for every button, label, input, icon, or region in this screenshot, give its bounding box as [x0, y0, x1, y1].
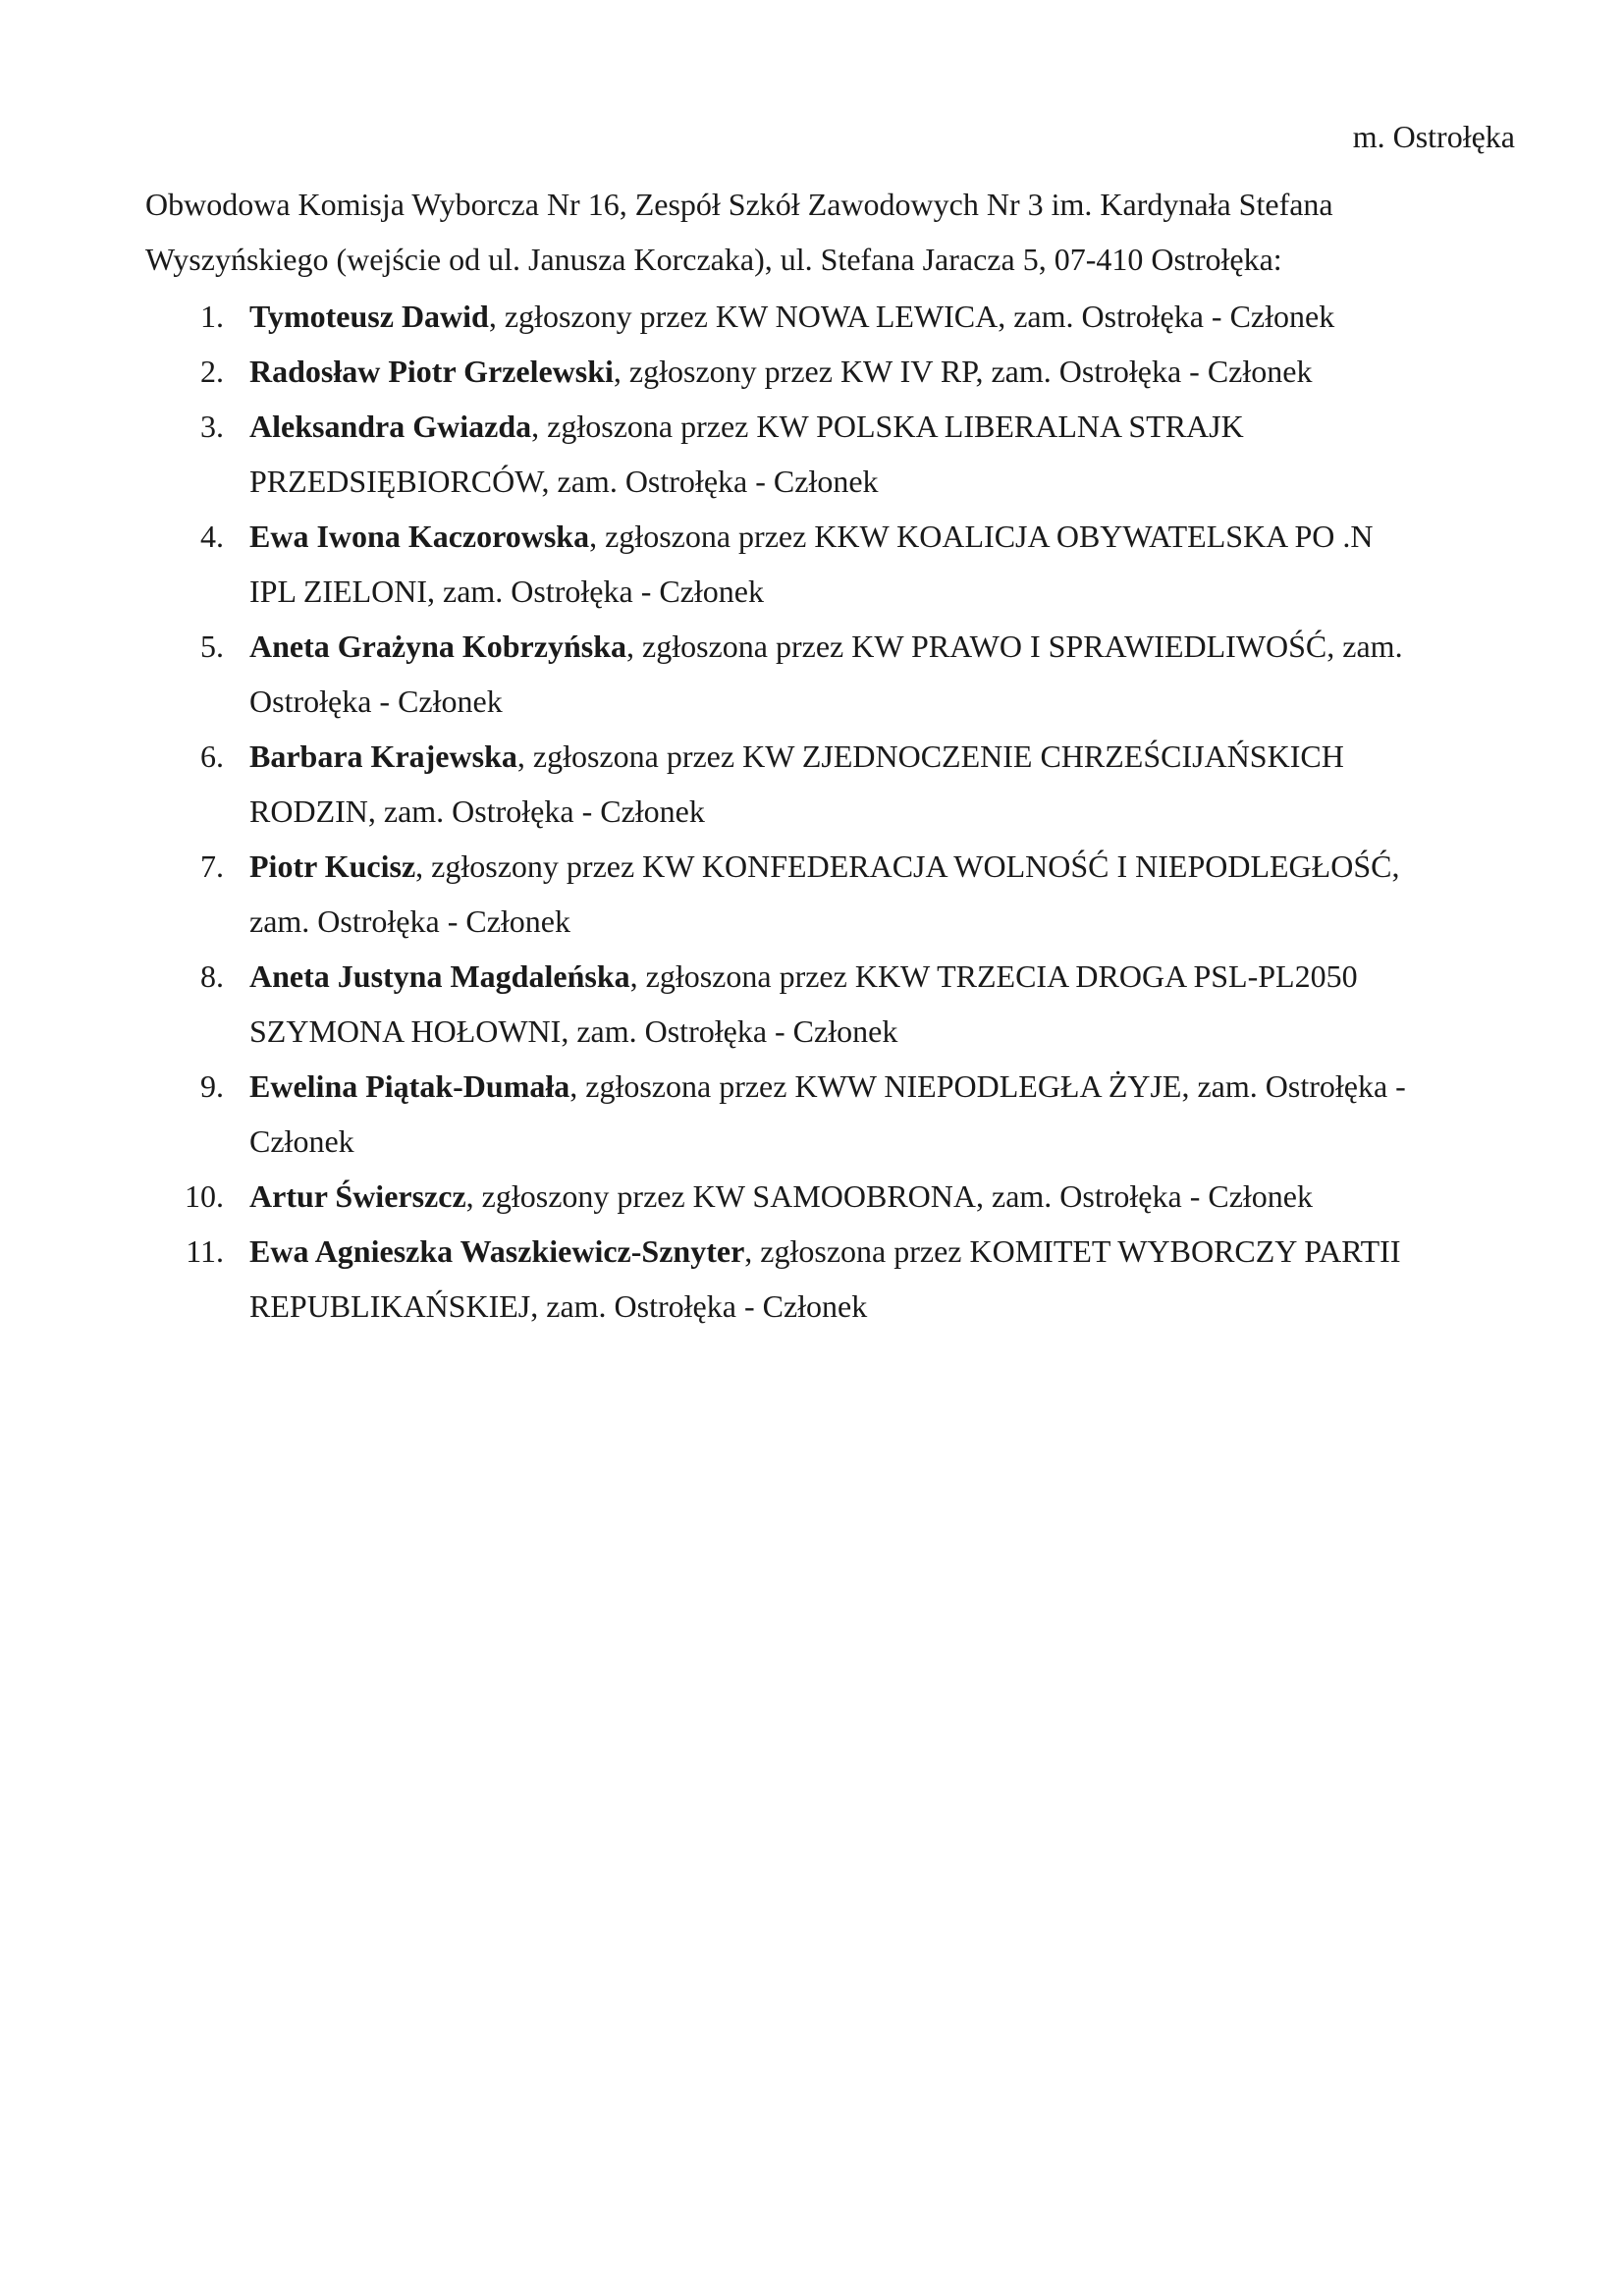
member-number: 2. [200, 354, 224, 389]
member-name: Ewa Agnieszka Waszkiewicz-Sznyter [249, 1233, 745, 1269]
member-name: Artur Świerszcz [249, 1178, 466, 1214]
member-item-7 [145, 839, 1412, 949]
member-item-11 [145, 1224, 1412, 1334]
member-details: , zgłoszona przez KKW TRZECIA DROGA PSL-PL2050 SZYMONA HOŁOWNI, zam. Ostrołęka - Członek [249, 958, 1358, 1049]
member-details: , zgłoszona przez KW PRAWO I SPRAWIEDLIWOŚĆ, zam. Ostrołęka - Członek [249, 629, 1403, 719]
member-item-2 [145, 344, 1412, 399]
member-number: 9. [200, 1068, 224, 1104]
member-item-3 [145, 399, 1412, 509]
member-details: , zgłoszona przez KW ZJEDNOCZENIE CHRZEŚCIJAŃSKICH RODZIN, zam. Ostrołęka - Członek [249, 738, 1344, 829]
member-name: Aneta Grażyna Kobrzyńska [249, 629, 626, 664]
member-details: , zgłoszony przez KW IV RP, zam. Ostrołęka - Członek [613, 354, 1313, 389]
member-name: Aleksandra Gwiazda [249, 409, 532, 444]
member-number: 5. [200, 629, 224, 664]
member-name: Ewelina Piątak-Dumała [249, 1068, 570, 1104]
member-name: Tymoteusz Dawid [249, 299, 489, 334]
members-list [145, 289, 1412, 1334]
member-details: , zgłoszony przez KW NOWA LEWICA, zam. Ostrołęka - Członek [488, 299, 1335, 334]
member-name: Piotr Kucisz [249, 848, 416, 884]
member-details: , zgłoszona przez KOMITET WYBORCZY PARTII REPUBLIKAŃSKIEJ, zam. Ostrołęka - Członek [249, 1233, 1401, 1324]
member-details: , zgłoszona przez KW POLSKA LIBERALNA STRAJK PRZEDSIĘBIORCÓW, zam. Ostrołęka - Członek [249, 409, 1244, 499]
member-details: , zgłoszony przez KW KONFEDERACJA WOLNOŚĆ I NIEPODLEGŁOŚĆ, zam. Ostrołęka - Członek [249, 848, 1400, 939]
member-name: Barbara Krajewska [249, 738, 517, 774]
member-item-9 [145, 1059, 1412, 1169]
member-item-6 [145, 729, 1412, 839]
member-number: 7. [200, 848, 224, 884]
commission-intro: Obwodowa Komisja Wyborcza Nr 16, Zespół Szkół Zawodowych Nr 3 im. Kardynała Stefana Wyszyńskiego (wejście od ul. Janusza Korczaka), ul. Stefana Jaracza 5, 07-410 Ostrołęka: [145, 187, 1333, 277]
member-details: , zgłoszony przez KW SAMOOBRONA, zam. Ostrołęka - Członek [465, 1178, 1313, 1214]
member-number: 8. [200, 958, 224, 994]
member-number: 6. [200, 738, 224, 774]
member-item-1 [145, 289, 1412, 344]
member-details: , zgłoszona przez KWW NIEPODLEGŁA ŻYJE, zam. Ostrołęka - Członek [249, 1068, 1406, 1159]
member-number: 11. [186, 1233, 224, 1269]
member-item-8 [145, 949, 1412, 1059]
member-name: Radosław Piotr Grzelewski [249, 354, 614, 389]
member-number: 3. [200, 409, 224, 444]
member-number: 10. [185, 1178, 224, 1214]
member-name: Aneta Justyna Magdaleńska [249, 958, 630, 994]
member-item-10 [145, 1169, 1412, 1224]
member-item-4 [145, 509, 1412, 619]
member-item-5 [145, 619, 1412, 729]
member-details: , zgłoszona przez KKW KOALICJA OBYWATELSKA PO .N IPL ZIELONI, zam. Ostrołęka - Członek [249, 519, 1374, 609]
member-number: 1. [200, 299, 224, 334]
member-name: Ewa Iwona Kaczorowska [249, 519, 590, 554]
locality-header: m. Ostrołęka [1352, 119, 1515, 154]
member-number: 4. [200, 519, 224, 554]
